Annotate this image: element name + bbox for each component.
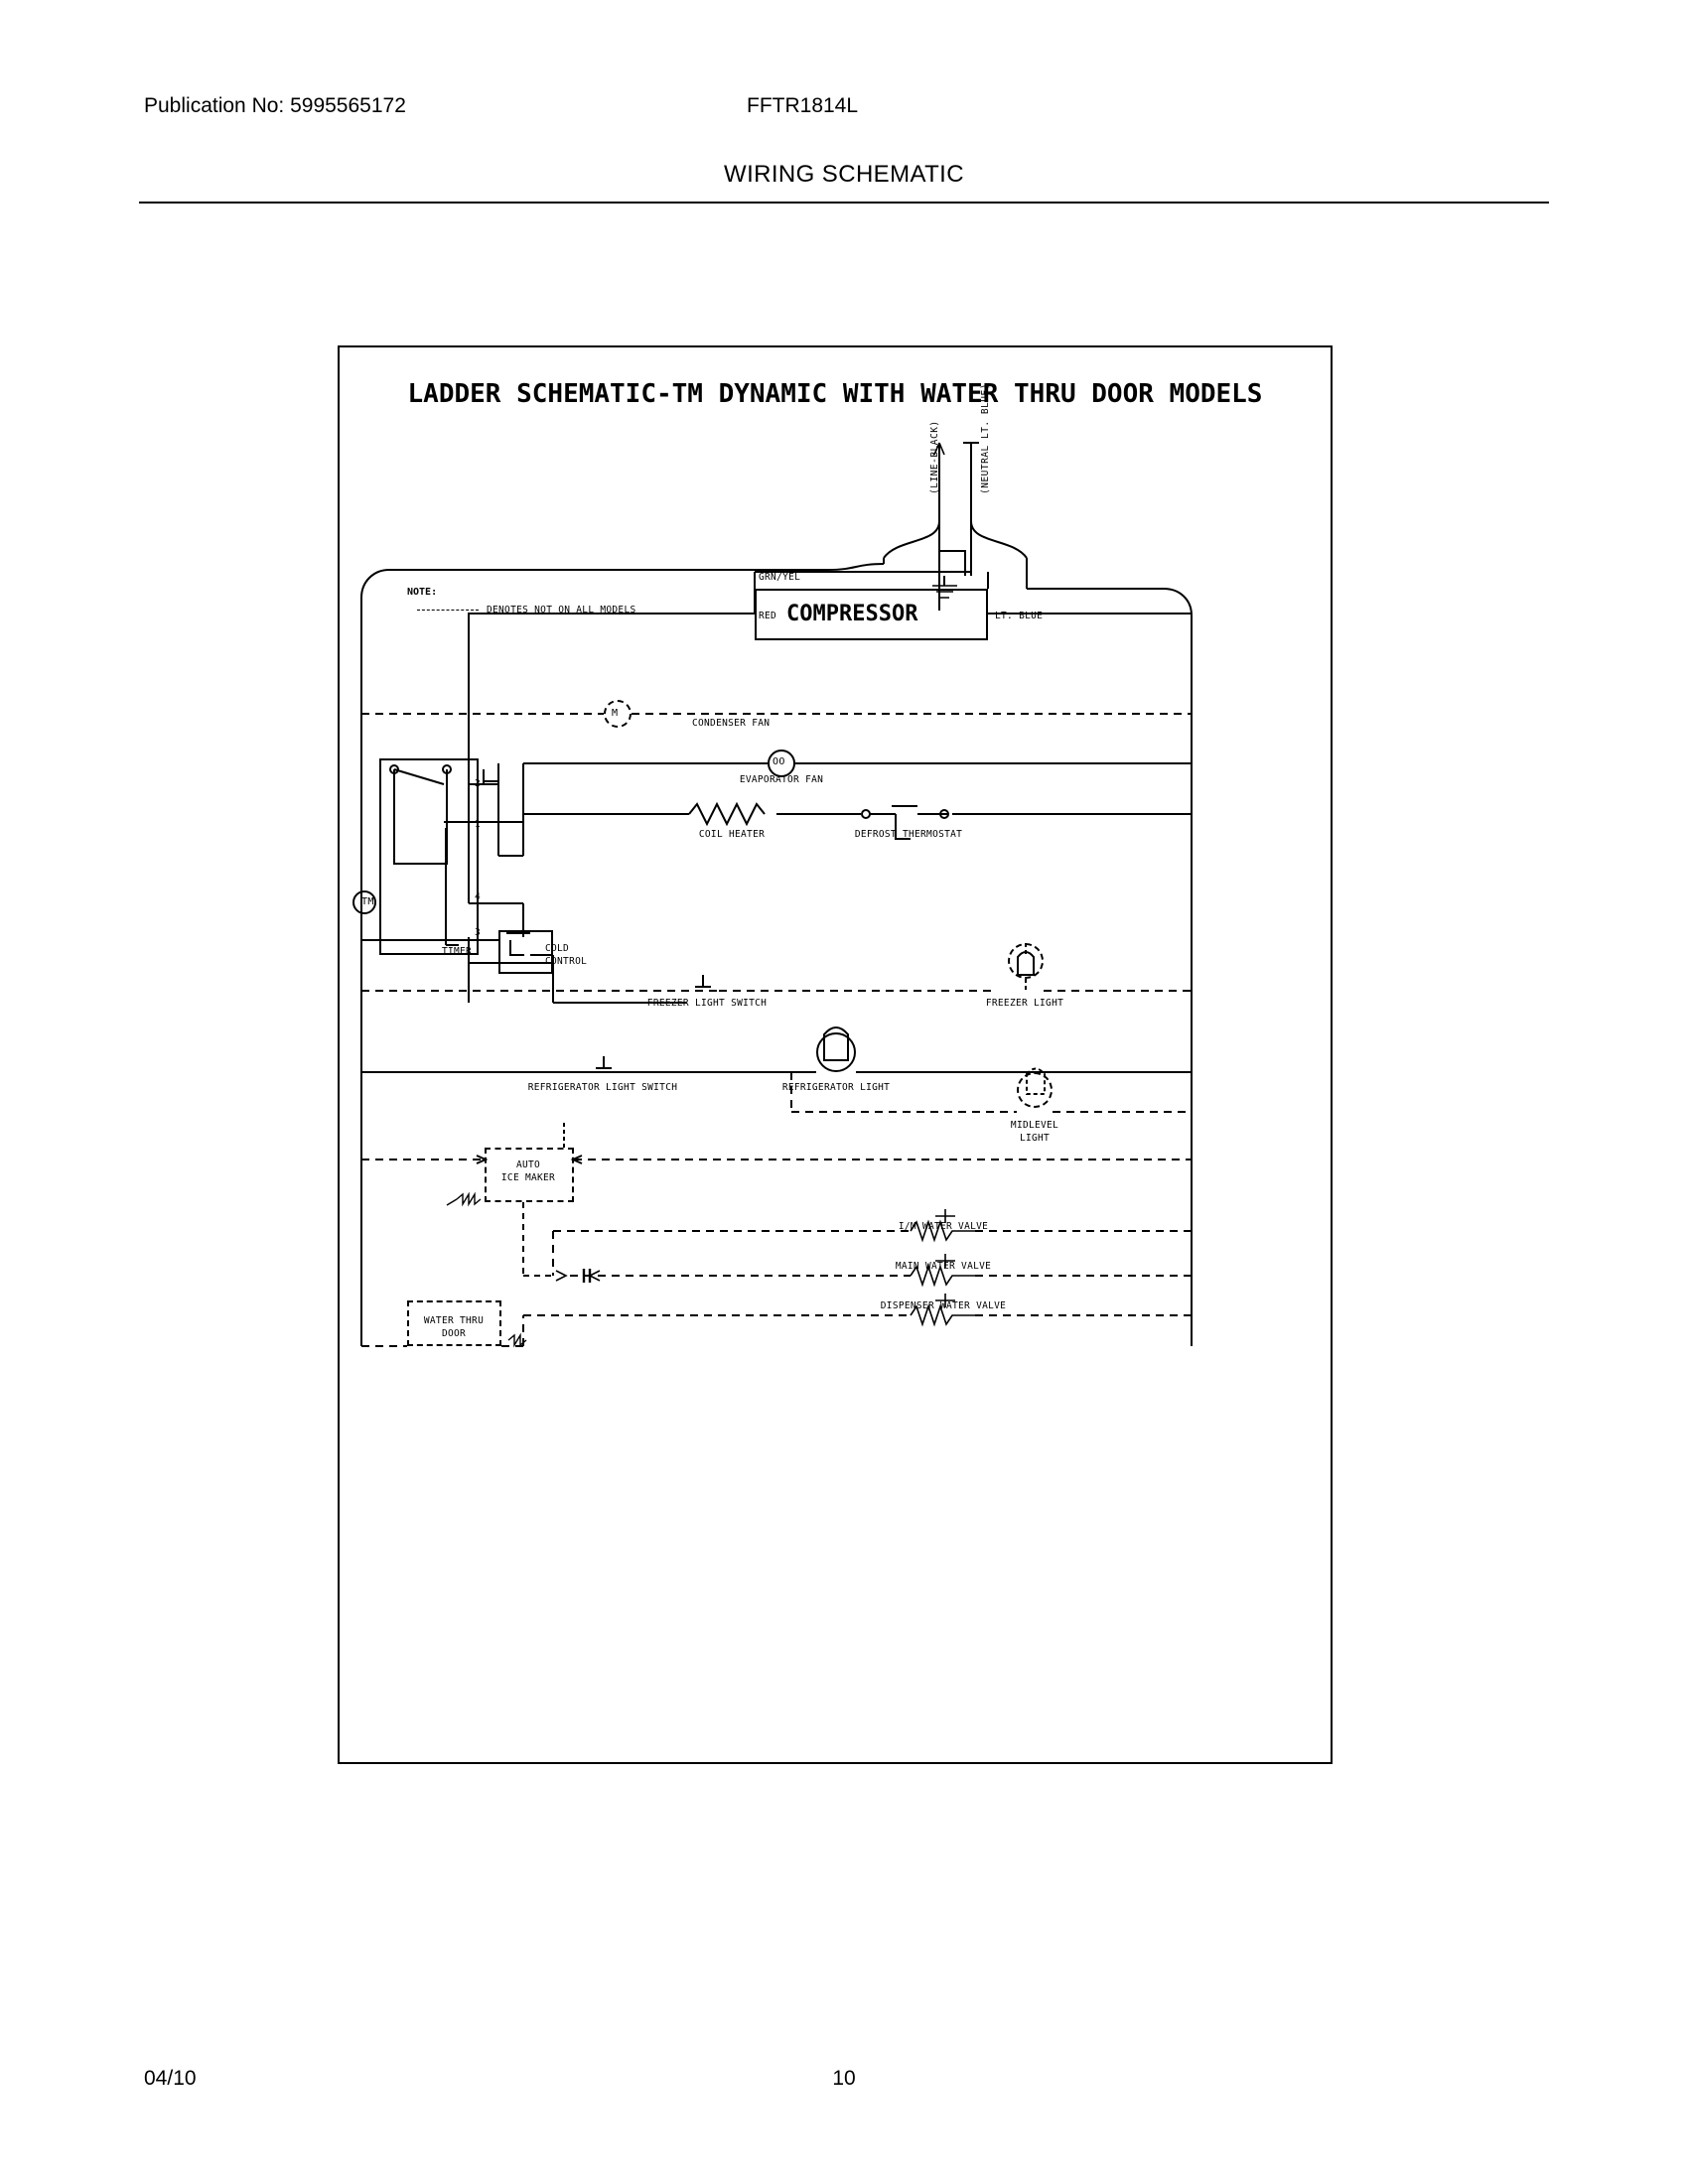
water-thru-door-label-line2: DOOR	[441, 1328, 467, 1339]
refrigerator-light-label: REFRIGERATOR LIGHT	[781, 1082, 891, 1093]
timer-terminal-3-label: 3	[475, 927, 482, 938]
footer-date: 04/10	[144, 2067, 197, 2090]
timer-label: TIMER	[441, 946, 473, 957]
timer-tm-badge-label: TM	[361, 896, 374, 907]
midlevel-light-label-line1: MIDLEVEL	[1010, 1120, 1059, 1131]
refrigerator-light-switch-label: REFRIGERATOR LIGHT SWITCH	[527, 1082, 678, 1093]
main-water-valve-label: MAIN WATER VALVE	[895, 1261, 992, 1272]
midlevel-light-label-line2: LIGHT	[1019, 1133, 1051, 1144]
timer-terminal-1-label: 1	[475, 819, 482, 830]
wiring-schematic-diagram	[338, 345, 1333, 1764]
timer-terminal-2-label: 2	[475, 778, 482, 789]
im-water-valve-label: I/M WATER VALVE	[898, 1221, 989, 1232]
compressor-red-terminal-label: RED	[759, 611, 777, 621]
cold-control-label-line1: COLD	[545, 943, 570, 954]
condenser-fan-label: CONDENSER FAN	[692, 718, 771, 729]
note-text: DENOTES NOT ON ALL MODELS	[487, 605, 636, 615]
timer-terminal-4-label: 4	[475, 891, 482, 902]
publication-number: Publication No: 5995565172	[144, 94, 406, 117]
model-number: FFTR1814L	[747, 94, 859, 117]
compressor-label: COMPRESSOR	[786, 602, 918, 626]
neutral-supply-label: (NEUTRAL LT. BLUE)	[980, 383, 991, 494]
condenser-fan-motor-symbol: M	[612, 708, 619, 719]
freezer-light-switch-label: FREEZER LIGHT SWITCH	[646, 998, 768, 1009]
compressor-blue-terminal-label: LT. BLUE	[995, 611, 1044, 621]
page-title: WIRING SCHEMATIC	[724, 161, 964, 188]
auto-ice-maker-label-line1: AUTO	[515, 1160, 541, 1170]
evaporator-fan-motor-symbol: OO	[773, 756, 785, 767]
freezer-light-label: FREEZER LIGHT	[985, 998, 1064, 1009]
water-thru-door-label-line1: WATER THRU	[423, 1315, 485, 1326]
defrost-thermostat-label: DEFROST THERMOSTAT	[854, 829, 963, 840]
line-supply-label: (LINE-BLACK)	[929, 420, 940, 494]
schematic-wiring-overlay	[340, 347, 1331, 1762]
note-label: NOTE:	[407, 587, 438, 598]
footer-page-number: 10	[832, 2067, 856, 2090]
cold-control-label-line2: CONTROL	[545, 956, 588, 967]
compressor-ground-terminal-label: GRN/YEL	[759, 572, 801, 583]
dispenser-water-valve-label: DISPENSER WATER VALVE	[880, 1300, 1007, 1311]
coil-heater-label: COIL HEATER	[698, 829, 766, 840]
header-divider	[139, 202, 1549, 204]
evaporator-fan-label: EVAPORATOR FAN	[739, 774, 824, 785]
auto-ice-maker-label-line2: ICE MAKER	[500, 1172, 556, 1183]
schematic-title: LADDER SCHEMATIC-TM DYNAMIC WITH WATER THRU DOOR MODELS	[407, 379, 1263, 409]
